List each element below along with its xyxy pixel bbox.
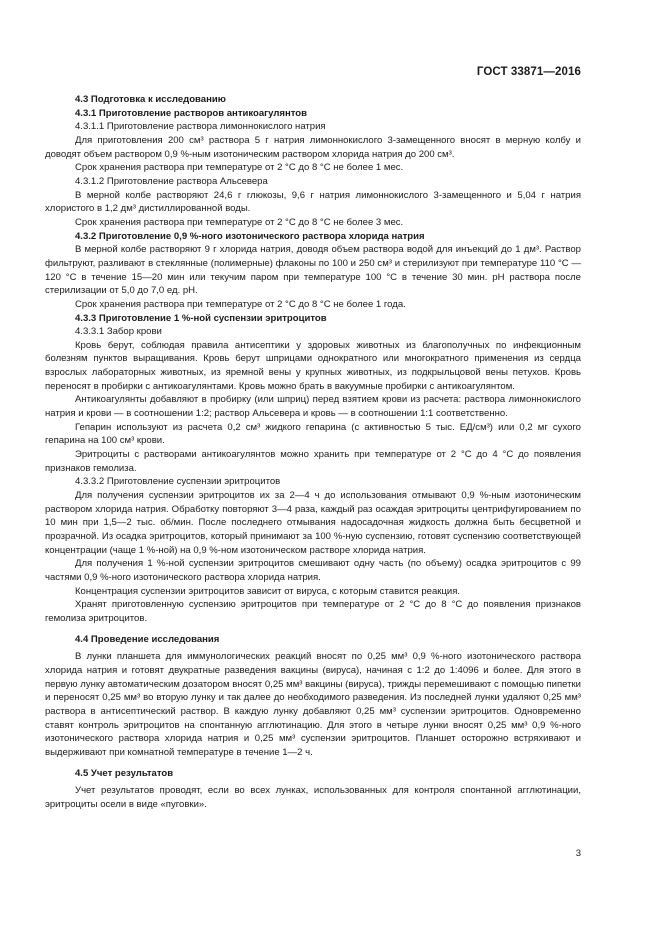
paragraph: В мерной колбе растворяют 24,6 г глюкозы, 9,6 г натрия лимоннокислого 3-замещенного и 5,04 г натрия хлористого в 1,2 дм³ дистиллированной воды. [45, 189, 581, 215]
clause-heading: 4.3.1.2 Приготовление раствора Альсевера [75, 175, 268, 187]
paragraph: Срок хранения раствора при температуре от 2 °С до 8 °С не более 3 мес. [75, 216, 404, 228]
paragraph: Хранят приготовленную суспензию эритроцитов при температуре от 2 °С до 8 °С до появления признаков гемолиза эритроцитов. [45, 599, 581, 624]
paragraph: Срок хранения раствора при температуре от 2 °С до 8 °С не более 1 мес. [75, 162, 404, 174]
clause-heading: 4.3.3.1 Забор крови [75, 326, 162, 338]
paragraph: Для получения 1 %-ной суспензии эритроцитов смешивают одну часть (по объему) осадка эритроцитов с 99 частями 0,9 %-ного изотонического раствора хлорида натрия. [45, 558, 581, 583]
clause-heading: 4.3.3.2 Приготовление суспензии эритроцитов [75, 476, 281, 488]
document-body [45, 93, 581, 811]
section-heading: 4.4 Проведение исследования [75, 633, 220, 645]
subsection-heading: 4.3.3 Приготовление 1 %-ной суспензии эритроцитов [75, 312, 327, 324]
paragraph: Учет результатов проводят, если во всех лунках, использованных для контроля спонтанной агглютинации, эритроциты осели в виде «пуговки». [45, 785, 581, 810]
document-code: ГОСТ 33871—2016 [476, 66, 581, 78]
page-number: 3 [575, 848, 581, 859]
paragraph: Антикоагулянты добавляют в пробирку (или шприц) перед взятием крови из расчета: раствора лимоннокислого натрия и крови — в соотношении 1:2; раствор Альсевера и кровь — в соотношении 1:1 соответственно. [45, 394, 581, 420]
subsection-heading: 4.3.1 Приготовление растворов антикоагулянтов [75, 107, 307, 119]
paragraph: Для приготовления 200 см³ раствора 5 г натрия лимоннокислого 3-замещенного вносят в мерную колбу и доводят объем раствором 0,9 %-ным изотоническим раствором хлорида натрия до 200 см³. [45, 134, 581, 160]
section-heading: 4.5 Учет результатов [75, 767, 174, 779]
paragraph: Эритроциты с растворами антикоагулянтов можно хранить при температуре от 2 °С до 4 °С до появления признаков гемолиза. [45, 449, 581, 474]
paragraph: В мерной колбе растворяют 9 г хлорида натрия, доводя объем раствора водой для инъекций до 1 дм³. Раствор фильтруют, разливают в стеклянные (полимерные) флаконы по 100 и 250 см³ и стерилизуют при температуре 110 °С — 120 °С в течение 15—20 мин или текучим паром при температуре 100 °С в течение 30 мин. pH раствора после стерилизации от 5,0 до 7,0 ед. pH. [45, 244, 581, 297]
section-heading: 4.3 Подготовка к исследованию [75, 94, 226, 105]
paragraph: Для получения суспензии эритроцитов их за 2—4 ч до использования отмывают 0,9 %-ным изотоническим раствором хлорида натрия. Обработку повторяют 3—4 раза, каждый раз осаждая эритроциты центрифугированием по 10 мин при 1,5—2 тыс. об/мин. После последнего отмывания надосадочная жидкость должна быть бесцветной и прозрачной. Из осадка эритроцитов, который принимают за 100 %-ную суспензию, готовят суспензию соответствующей концентрации (чаще 1 %-ной) на 0,9 %-ном изотоническом растворе хлорида натрия. [45, 490, 581, 556]
paragraph: Концентрация суспензии эритроцитов зависит от вируса, с которым ставится реакция. [75, 585, 461, 597]
subsection-heading: 4.3.2 Приготовление 0,9 %-ного изотонического раствора хлорида натрия [75, 230, 425, 242]
paragraph: Гепарин используют из расчета 0,2 см³ жидкого гепарина (с активностью 5 тыс. ЕД/см³) или 0,2 мг сухого гепарина на 100 см³ крови. [45, 421, 581, 447]
clause-heading: 4.3.1.1 Приготовление раствора лимоннокислого натрия [75, 121, 326, 133]
paragraph: В лунки планшета для иммунологических реакций вносят по 0,25 мм³ 0,9 %-ного изотонического раствора хлорида натрия и готовят двукратные разведения вакцины (вируса), начиная с 1:2 до 1:4096 и более. Для этого в первую лунку автоматическим дозатором вносят 0,25 мм³ вакцины (вируса), трижды перемешивают с помощью пипетки и переносят 0,25 мм³ во вторую лунку и так далее до необходимого разведения. Из последней лунки удаляют 0,25 мм³ раствора в антисептический раствор. В каждую лунку добавляют 0,25 мм³ суспензии эритроцитов. Одновременно ставят контроль эритроцитов на спонтанную агглютинацию. Для этого в четыре лунки вносят 0,25 мм³ 0,9 %-ного изотонического раствора хлорида натрия и 0,25 мм³ суспензии эритроцитов. Планшет осторожно встряхивают и выдерживают при комнатной температуре в течение 1—2 ч. [45, 651, 581, 758]
paragraph: Кровь берут, соблюдая правила антисептики у здоровых животных из благополучных по инфекционным болезням пунктов выращивания. Кровь берут шприцами однократного или многократного применения из сердца взрослых лабораторных животных, из яремной вены у крупных животных, из подкрыльцовой вены петухов. Кровь переносят в пробирки с антикоагулянтами. Кровь можно брать в вакуумные пробирки с антикоагулянтом. [45, 339, 581, 392]
paragraph: Срок хранения раствора при температуре от 2 °С до 8 °С не более 1 года. [75, 298, 406, 310]
